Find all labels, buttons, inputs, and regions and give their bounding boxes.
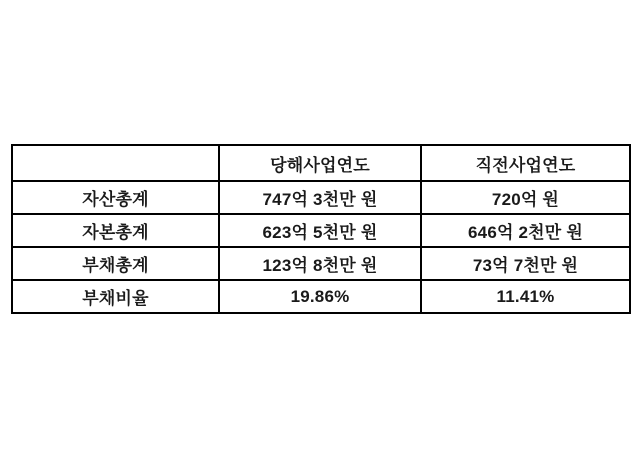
row-label: 자산총계 xyxy=(12,181,219,214)
cell-current-year-value: 19.86% xyxy=(219,280,421,313)
row-label: 자본총계 xyxy=(12,214,219,247)
cell-previous-year-value: 646억 2천만 원 xyxy=(421,214,630,247)
cell-current-year-value: 747억 3천만 원 xyxy=(219,181,421,214)
header-cell-empty xyxy=(12,145,219,181)
header-cell-current-year: 당해사업연도 xyxy=(219,145,421,181)
cell-previous-year-value: 720억 원 xyxy=(421,181,630,214)
cell-previous-year-value: 73억 7천만 원 xyxy=(421,247,630,280)
header-row xyxy=(12,145,630,181)
header-cell-previous-year: 직전사업연도 xyxy=(421,145,630,181)
cell-previous-year-value: 11.41% xyxy=(421,280,630,313)
table-row-total-equity xyxy=(12,214,630,247)
cell-current-year-value: 623억 5천만 원 xyxy=(219,214,421,247)
table-row-total-assets xyxy=(12,181,630,214)
cell-current-year-value: 123억 8천만 원 xyxy=(219,247,421,280)
row-label: 부채비율 xyxy=(12,280,219,313)
table-row-debt-ratio xyxy=(12,280,630,313)
financial-summary-table xyxy=(11,144,631,314)
table-row-total-liabilities xyxy=(12,247,630,280)
row-label: 부채총계 xyxy=(12,247,219,280)
